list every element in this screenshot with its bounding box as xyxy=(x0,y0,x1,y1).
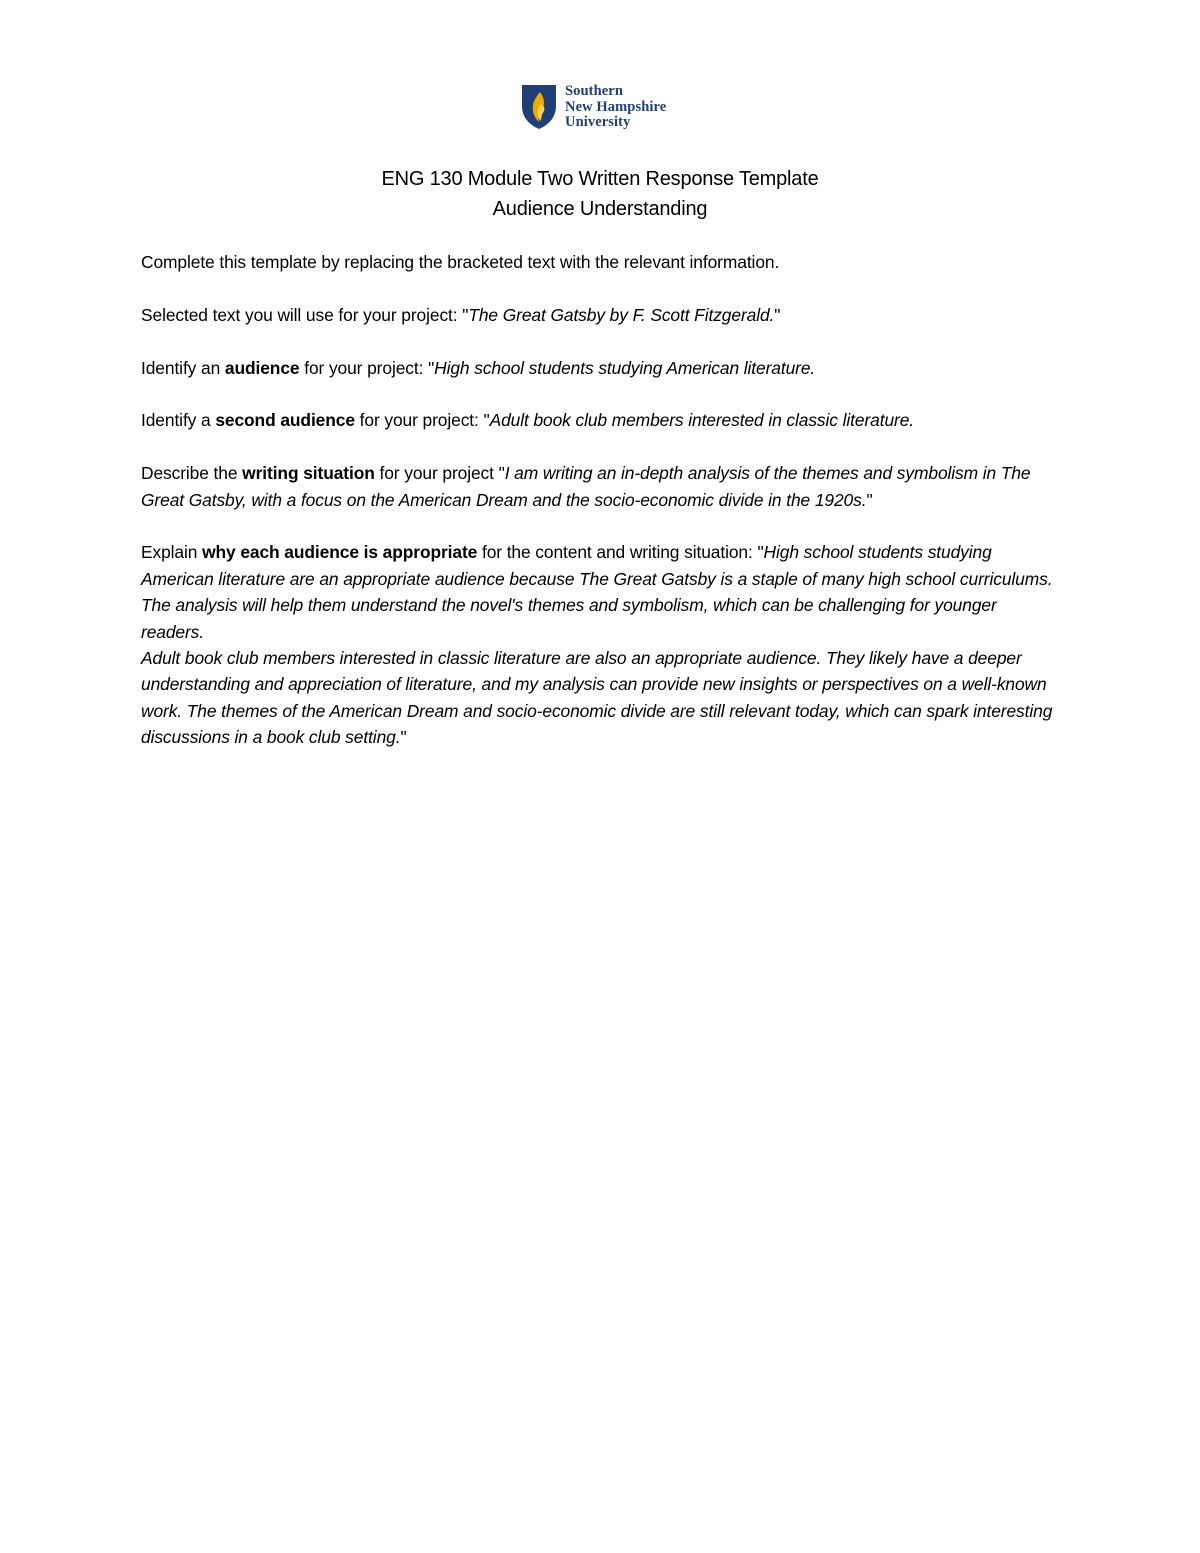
explanation-prompt-prefix: Explain xyxy=(141,542,203,563)
university-logo xyxy=(521,84,666,131)
logo-line-1: Southern xyxy=(565,83,624,99)
writing-situation-keyword: writing situation xyxy=(242,463,375,484)
selected-text-prompt: Selected text you will use for your project: " xyxy=(141,304,469,325)
document-title xyxy=(0,164,1200,224)
selected-text-closing-quote: " xyxy=(774,304,781,325)
explanation-continuation-paragraph xyxy=(141,645,1061,751)
explanation-answer-1: High school students studying American literature are an appropriate audience because The Great Gatsby is a staple of many high school curriculums. The analysis will help them understand the novel's themes and symbolism, which can be challenging for younger readers. xyxy=(141,542,1053,642)
audience-prompt-prefix: Identify an xyxy=(141,357,225,378)
audience-paragraph xyxy=(141,355,1061,381)
title-line-1: ENG 130 Module Two Written Response Template xyxy=(381,168,819,190)
explanation-paragraph xyxy=(141,539,1061,645)
title-line-2: Audience Understanding xyxy=(492,198,708,220)
writing-situation-closing-quote: " xyxy=(866,489,873,510)
second-audience-paragraph xyxy=(141,407,1061,433)
explanation-closing-quote: " xyxy=(400,727,407,748)
writing-situation-prompt-prefix: Describe the xyxy=(141,463,243,484)
instructions-text: Complete this template by replacing the bracketed text with the relevant information. xyxy=(141,252,780,272)
explanation-keyword: why each audience is appropriate xyxy=(202,542,478,563)
document-body xyxy=(141,249,1061,751)
writing-situation-paragraph xyxy=(141,460,1061,513)
writing-situation-prompt-middle: for your project " xyxy=(374,463,505,484)
explanation-prompt-middle: for the content and writing situation: " xyxy=(477,542,764,563)
audience-prompt-middle: for your project: " xyxy=(299,357,435,378)
second-audience-answer: Adult book club members interested in classic literature. xyxy=(489,410,915,431)
university-name xyxy=(565,84,666,131)
instructions-paragraph xyxy=(141,249,1061,275)
selected-text-paragraph xyxy=(141,302,1061,328)
explanation-answer-2: Adult book club members interested in classic literature are also an appropriate audience. They likely have a deeper understanding and appreciation of literature, and my analysis can provide new insights or perspectives on a well-known work. The themes of the American Dream and socio-economic divide are still relevant today, which can spark interesting discussions in a book club setting. xyxy=(141,648,1053,748)
audience-answer: High school students studying American literature. xyxy=(434,357,816,378)
writing-situation-answer: I am writing an in-depth analysis of the themes and symbolism in The Great Gatsby, with a focus on the American Dream and the socio-economic divide in the 1920s. xyxy=(141,463,1031,510)
selected-text-answer: The Great Gatsby by F. Scott Fitzgerald. xyxy=(468,304,775,325)
audience-keyword: audience xyxy=(224,357,300,378)
second-audience-prompt-middle: for your project: " xyxy=(354,410,490,431)
second-audience-keyword: second audience xyxy=(215,410,355,431)
logo-line-3: University xyxy=(565,114,631,130)
flame-shield-icon xyxy=(521,84,557,130)
second-audience-prompt-prefix: Identify a xyxy=(141,410,216,431)
logo-line-2: New Hampshire xyxy=(565,98,667,115)
